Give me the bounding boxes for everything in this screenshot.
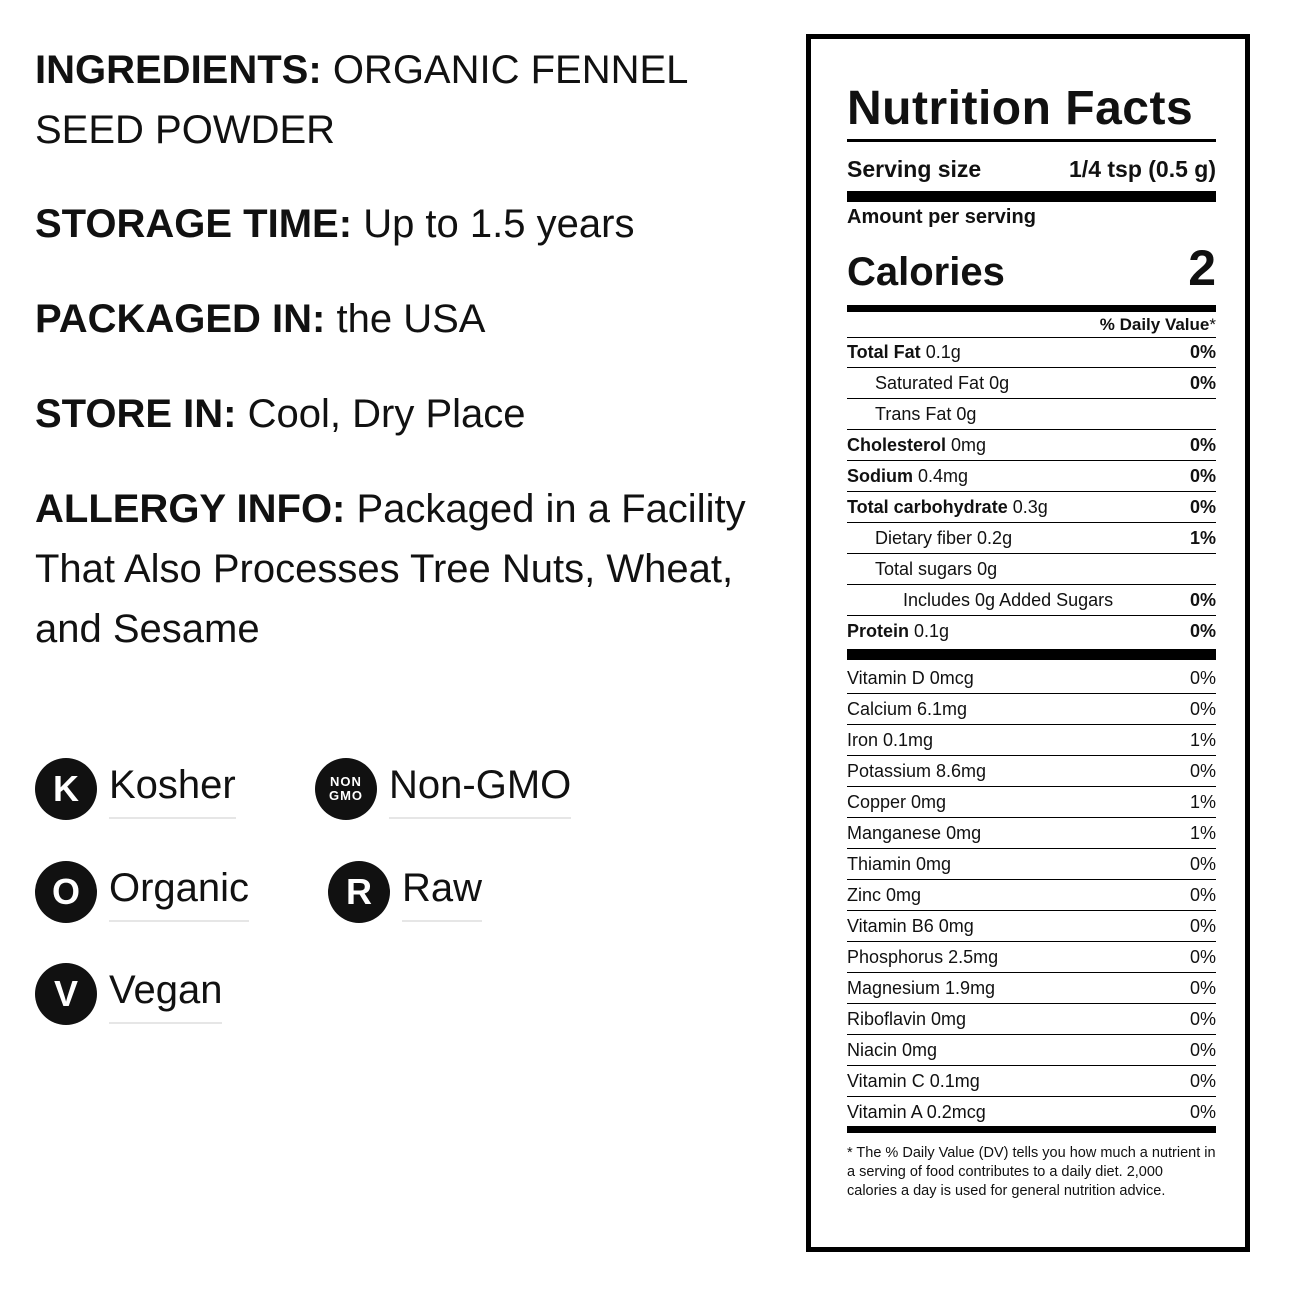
nutrient-name: Cholesterol bbox=[847, 434, 947, 455]
vitamin-dv: 0% bbox=[1189, 1039, 1216, 1060]
nutrient-amount: 0.3g bbox=[1012, 496, 1048, 517]
divider bbox=[847, 139, 1216, 142]
packaged-label: PACKAGED IN: bbox=[35, 297, 326, 341]
store-label: STORE IN: bbox=[35, 392, 237, 436]
nutrient-label bbox=[847, 497, 1048, 518]
nutrient-row-total-fat bbox=[847, 337, 1216, 368]
nutrient-label bbox=[847, 621, 949, 642]
daily-value-header-text: % Daily Value bbox=[1099, 315, 1210, 334]
nutrient-name: Saturated Fat bbox=[875, 372, 985, 393]
daily-value-header bbox=[1100, 315, 1216, 335]
vitamin-dv: 0% bbox=[1189, 1008, 1216, 1029]
nutrient-name: Protein bbox=[847, 621, 910, 641]
nutrient-dv: 0% bbox=[1189, 372, 1216, 393]
badge-non-gmo bbox=[315, 758, 571, 820]
amount-per-serving: Amount per serving bbox=[847, 206, 1036, 228]
nutrient-row-dietary-fiber bbox=[847, 523, 1216, 554]
vitamin-label: Riboflavin 0mg bbox=[847, 1008, 967, 1029]
nutrient-label bbox=[847, 435, 986, 456]
vitamin-label: Vitamin A 0.2mcg bbox=[847, 1102, 986, 1122]
vitamin-row bbox=[847, 1066, 1216, 1097]
vitamin-label: Thiamin 0mg bbox=[847, 853, 952, 874]
nutrient-row-cholesterol bbox=[847, 430, 1216, 461]
vitamin-dv: 0% bbox=[1189, 946, 1216, 967]
badge-organic bbox=[35, 861, 249, 923]
storage-value: Up to 1.5 years bbox=[363, 202, 635, 246]
nutrient-row-saturated-fat bbox=[847, 368, 1216, 399]
vitamin-label: Iron 0.1mg bbox=[847, 729, 934, 750]
badge-label: Kosher bbox=[109, 759, 236, 819]
vitamin-label: Vitamin D 0mcg bbox=[847, 667, 974, 688]
ingredients-line bbox=[35, 40, 795, 160]
vitamin-row bbox=[847, 880, 1216, 911]
nutrient-name: Total Fat bbox=[847, 341, 921, 362]
vitamin-dv: 1% bbox=[1189, 729, 1216, 750]
nutrient-dv: 0% bbox=[1189, 341, 1216, 362]
non-gmo-icon bbox=[315, 758, 377, 820]
divider bbox=[847, 1126, 1216, 1133]
ingredients-label: INGREDIENTS: bbox=[35, 48, 322, 92]
vitamin-row bbox=[847, 1035, 1216, 1066]
nutrient-row-total-sugars bbox=[847, 554, 1216, 585]
nutrient-name: Trans Fat bbox=[875, 403, 952, 424]
nutrient-label bbox=[875, 373, 1009, 394]
kosher-icon: K bbox=[35, 758, 97, 820]
calories-row bbox=[847, 239, 1216, 297]
nutrient-amount: 0g bbox=[989, 372, 1010, 393]
nutrient-amount: 0g bbox=[977, 558, 998, 579]
vitamin-label: Phosphorus 2.5mg bbox=[847, 946, 999, 967]
vitamin-dv: 0% bbox=[1189, 1102, 1216, 1122]
nutrient-dv: 0% bbox=[1189, 496, 1216, 517]
nutrient-name: Sodium bbox=[847, 465, 913, 486]
badge-raw bbox=[328, 861, 482, 923]
vitamin-dv: 0% bbox=[1189, 884, 1216, 905]
nutrient-dv: 1% bbox=[1189, 527, 1216, 548]
store-line bbox=[35, 384, 526, 444]
packaged-value: the USA bbox=[336, 297, 486, 341]
nutrient-amount: 0g bbox=[956, 403, 977, 424]
nutrient-name: Includes 0g Added Sugars bbox=[903, 589, 1114, 610]
nutrient-row-trans-fat bbox=[847, 399, 1216, 430]
nutrient-amount: 0.2g bbox=[977, 527, 1013, 548]
serving-size-row bbox=[847, 156, 1216, 183]
nutrient-amount: 0.4mg bbox=[918, 465, 969, 486]
nutrient-amount: 0.1g bbox=[925, 341, 961, 362]
nutrient-row-added-sugars bbox=[847, 585, 1216, 616]
vitamin-row bbox=[847, 973, 1216, 1004]
nutrient-label bbox=[875, 528, 1012, 549]
allergy-line bbox=[35, 479, 795, 659]
nutrient-dv: 0% bbox=[1189, 465, 1216, 486]
ingredients-value: ORGANIC FENNEL SEED POWDER bbox=[35, 48, 687, 152]
vitamin-row bbox=[847, 756, 1216, 787]
vitamin-label: Manganese 0mg bbox=[847, 822, 982, 843]
nutrient-amount: 0mg bbox=[951, 434, 987, 455]
vitamin-dv: 0% bbox=[1189, 760, 1216, 781]
vitamin-dv: 0% bbox=[1189, 698, 1216, 719]
nutrient-label bbox=[847, 342, 961, 363]
badge-kosher bbox=[35, 758, 236, 820]
divider bbox=[847, 305, 1216, 312]
nutrient-row-sodium bbox=[847, 461, 1216, 492]
nutrition-title: Nutrition Facts bbox=[847, 82, 1194, 135]
vitamin-dv: 0% bbox=[1189, 915, 1216, 936]
nutrient-name: Dietary fiber bbox=[875, 527, 973, 548]
nutrient-label bbox=[847, 466, 968, 487]
nutrient-name: Total sugars bbox=[875, 558, 973, 579]
vitamin-dv: 1% bbox=[1189, 822, 1216, 843]
nutrient-amount: 0.1g bbox=[914, 621, 950, 641]
vitamin-label: Calcium 6.1mg bbox=[847, 698, 968, 719]
store-value: Cool, Dry Place bbox=[247, 392, 526, 436]
vitamin-label: Copper 0mg bbox=[847, 791, 947, 812]
vitamin-dv: 0% bbox=[1189, 853, 1216, 874]
vitamin-row bbox=[847, 725, 1216, 756]
vitamin-dv: 0% bbox=[1189, 1070, 1216, 1091]
raw-icon: R bbox=[328, 861, 390, 923]
badge-label: Organic bbox=[109, 862, 249, 922]
nutrition-facts-panel bbox=[806, 34, 1250, 1252]
non-gmo-icon-top: NON bbox=[330, 774, 362, 789]
divider bbox=[847, 649, 1216, 660]
daily-value-footnote: * The % Daily Value (DV) tells you how much a nutrient in a serving of food contributes to a daily diet. 2,000 calories a day is used for general nutrition advice. bbox=[847, 1145, 1216, 1199]
badge-label: Non-GMO bbox=[389, 759, 571, 819]
vitamin-label: Zinc 0mg bbox=[847, 884, 922, 905]
vitamin-row bbox=[847, 911, 1216, 942]
vitamin-label: Vitamin C 0.1mg bbox=[847, 1070, 980, 1091]
vitamin-row bbox=[847, 787, 1216, 818]
serving-size-label: Serving size bbox=[847, 156, 982, 182]
packaged-line bbox=[35, 289, 485, 349]
vitamin-row bbox=[847, 1004, 1216, 1035]
vitamin-row bbox=[847, 1097, 1216, 1128]
vegan-icon: V bbox=[35, 963, 97, 1025]
divider bbox=[847, 191, 1216, 202]
storage-label: STORAGE TIME: bbox=[35, 202, 353, 246]
vitamin-label: Niacin 0mg bbox=[847, 1039, 938, 1060]
vitamin-row bbox=[847, 942, 1216, 973]
vitamin-dv: 0% bbox=[1189, 667, 1216, 688]
allergy-label: ALLERGY INFO: bbox=[35, 487, 346, 531]
non-gmo-icon-bottom: GMO bbox=[328, 788, 364, 803]
nutrient-name: Total carbohydrate bbox=[847, 496, 1008, 517]
nutrient-label bbox=[875, 404, 976, 425]
organic-icon: O bbox=[35, 861, 97, 923]
serving-size-value: 1/4 tsp (0.5 g) bbox=[1069, 156, 1216, 182]
badge-label: Vegan bbox=[109, 964, 222, 1024]
vitamin-dv: 0% bbox=[1189, 977, 1216, 998]
nutrient-label bbox=[903, 590, 1113, 611]
vitamin-label: Vitamin B6 0mg bbox=[847, 915, 974, 936]
vitamin-dv: 1% bbox=[1189, 791, 1216, 812]
allergy-value: Packaged in a Facility That Also Processes Tree Nuts, Wheat, and Sesame bbox=[35, 487, 746, 651]
vitamin-row bbox=[847, 818, 1216, 849]
vitamin-label: Magnesium 1.9mg bbox=[847, 977, 996, 998]
calories-value: 2 bbox=[1188, 240, 1216, 296]
nutrient-row-total-carbohydrate bbox=[847, 492, 1216, 523]
nutrient-row-protein bbox=[847, 616, 1216, 647]
nutrient-dv: 0% bbox=[1189, 621, 1216, 641]
vitamin-row bbox=[847, 849, 1216, 880]
nutrient-label bbox=[875, 559, 997, 580]
nutrient-dv: 0% bbox=[1189, 589, 1216, 610]
calories-label: Calories bbox=[847, 250, 1005, 294]
storage-line bbox=[35, 194, 634, 254]
vitamin-row bbox=[847, 663, 1216, 694]
daily-value-star: * bbox=[1209, 315, 1216, 334]
nutrient-dv: 0% bbox=[1189, 434, 1216, 455]
vitamin-row bbox=[847, 694, 1216, 725]
badge-vegan bbox=[35, 963, 222, 1025]
vitamin-label: Potassium 8.6mg bbox=[847, 760, 987, 781]
badge-label: Raw bbox=[402, 862, 482, 922]
